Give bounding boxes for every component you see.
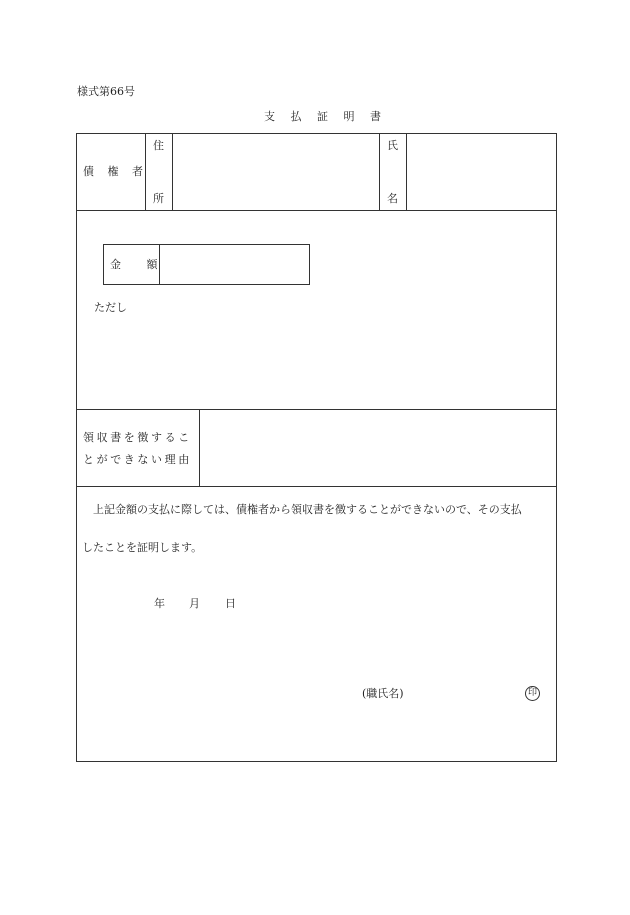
seal-mark-text: 印 bbox=[527, 688, 537, 698]
address-label-bottom: 所 bbox=[153, 192, 164, 205]
date-day-label: 日 bbox=[225, 597, 236, 610]
form-number: 様式第66号 bbox=[77, 85, 135, 98]
date-year-label: 年 bbox=[154, 597, 165, 610]
amount-field[interactable] bbox=[161, 246, 308, 283]
reason-divider bbox=[199, 409, 200, 486]
date-month-label: 月 bbox=[189, 597, 200, 610]
creditor-section-label: 債 権 者 bbox=[83, 165, 148, 178]
address-label-top: 住 bbox=[153, 139, 164, 152]
reason-label-line2: とができない理由 bbox=[83, 453, 192, 466]
seal-icon bbox=[525, 686, 540, 701]
address-field[interactable] bbox=[174, 135, 377, 208]
creditor-divider-4 bbox=[406, 133, 407, 210]
creditor-divider-2 bbox=[172, 133, 173, 210]
amount-label: 金 額 bbox=[110, 258, 169, 271]
proviso-label: ただし bbox=[94, 301, 127, 314]
certification-statement-line2: したことを証明します。 bbox=[82, 541, 203, 554]
reason-label-line1: 領収書を徴するこ bbox=[83, 431, 192, 444]
name-label-top: 氏 bbox=[387, 139, 398, 152]
divider-reason-bottom bbox=[76, 486, 557, 487]
name-field[interactable] bbox=[408, 135, 555, 208]
divider-amount-bottom bbox=[76, 409, 557, 410]
creditor-divider-3 bbox=[379, 133, 380, 210]
certification-statement-line1: 上記金額の支払に際しては、債権者から領収書を徴することができないので、その支払 bbox=[93, 503, 522, 516]
official-name-label: (職氏名) bbox=[362, 687, 404, 700]
divider-creditor-bottom bbox=[76, 210, 557, 211]
form-title: 支 払 証 明 書 bbox=[264, 110, 387, 123]
reason-field[interactable] bbox=[201, 411, 555, 484]
name-label-bottom: 名 bbox=[387, 192, 398, 205]
